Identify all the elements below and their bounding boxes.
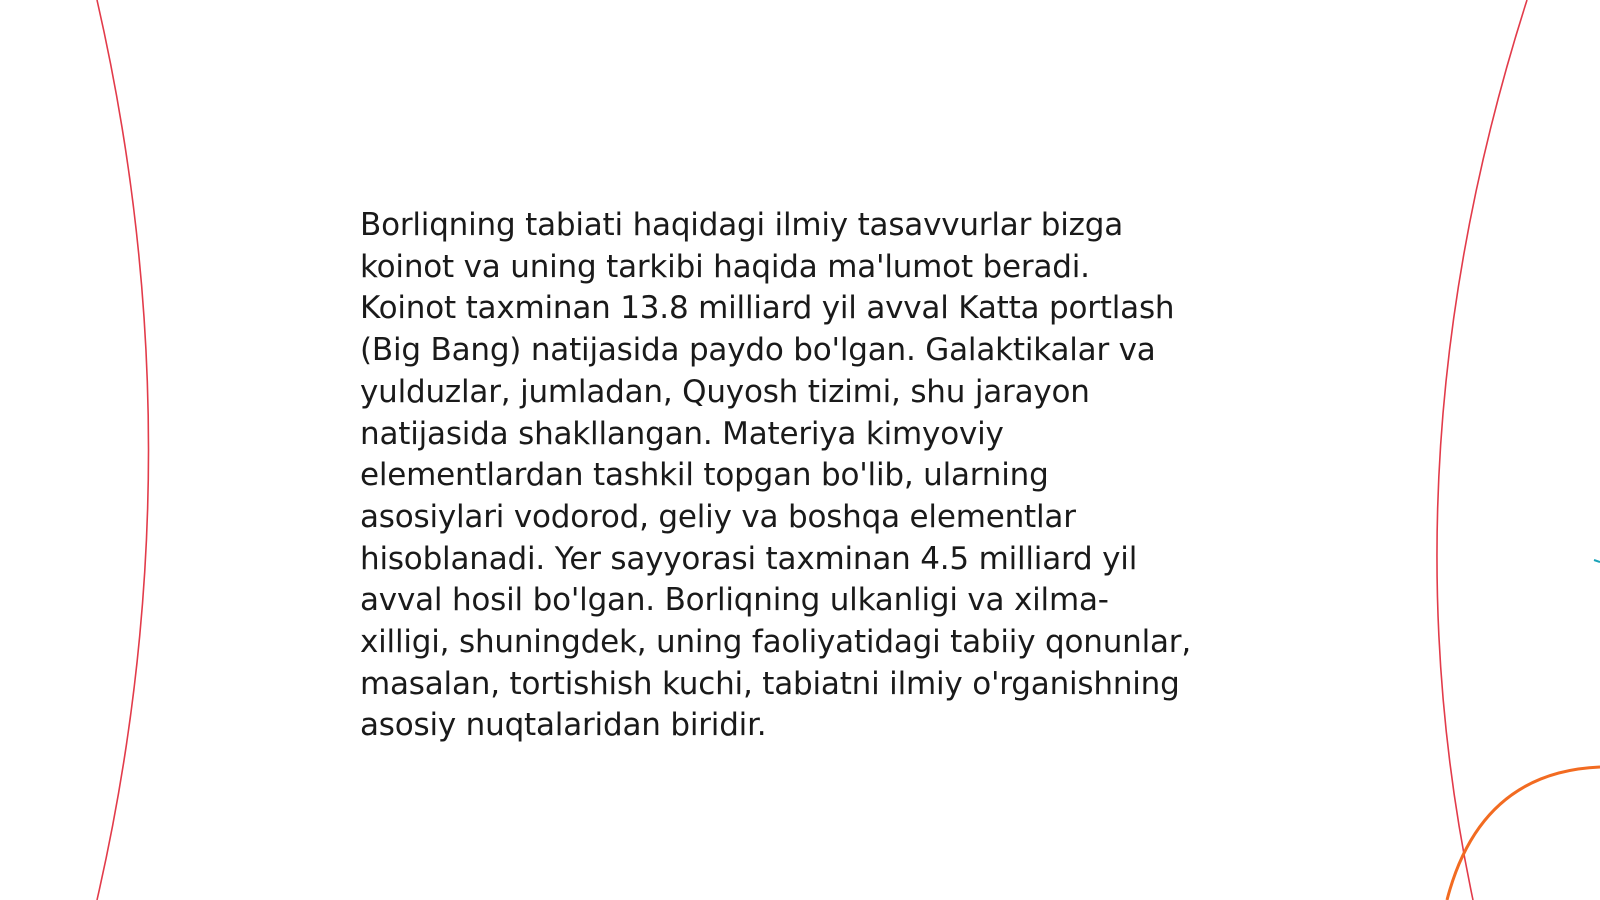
left-red-curve bbox=[97, 0, 149, 900]
body-paragraph: Borliqning tabiati haqidagi ilmiy tasavvurlar bizga koinot va uning tarkibi haqida ma'lumot beradi. Koinot taxminan 13.8 milliard yil avval Katta portlash (Big Bang) natijasida paydo bo'lgan. Galaktikalar va yulduzlar, jumladan, Quyosh tizimi, shu jarayon natijasida shakllangan. Materiya kimyoviy elementlardan tashkil topgan bo'lib, ularning asosiylari vodorod, geliy va boshqa elementlar hisoblanadi. Yer sayyorasi taxminan 4.5 milliard yil avval hosil bo'lgan. Borliqning ulkanligi va xilma- xilligi, shuningdek, uning faoliyatidagi tabiiy qonunlar, masalan, tortishish kuchi, tabiatni ilmiy o'rganishning asosiy nuqtalaridan biridir. bbox=[360, 207, 1192, 744]
right-red-curve bbox=[1437, 0, 1527, 900]
teal-accent-tick bbox=[1594, 560, 1600, 562]
orange-circle-arc bbox=[1447, 767, 1600, 900]
